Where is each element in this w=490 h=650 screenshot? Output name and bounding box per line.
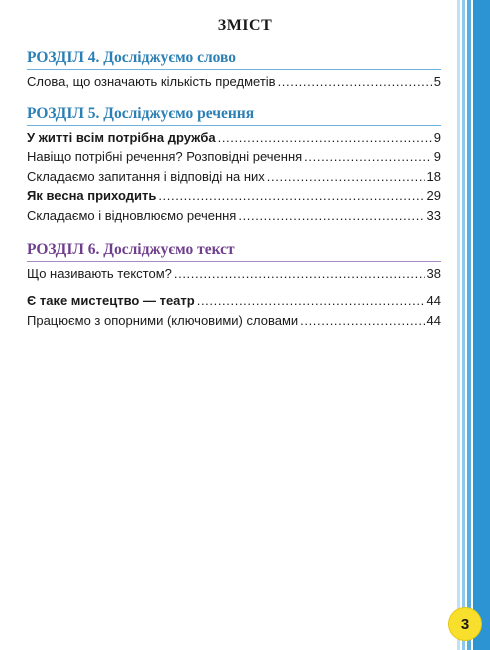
dot-leader [304, 147, 432, 166]
toc-entry[interactable] [27, 147, 441, 167]
toc-entry[interactable] [27, 186, 441, 206]
toc-entry[interactable] [27, 72, 441, 92]
dot-leader [278, 72, 432, 91]
toc-entry[interactable] [27, 311, 441, 331]
section-5 [27, 104, 441, 226]
decorative-side-stripes [457, 0, 490, 650]
dot-leader [300, 311, 424, 330]
toc-entry-page: 29 [426, 188, 441, 204]
table-of-contents [27, 48, 441, 340]
toc-entry-page: 5 [433, 74, 441, 89]
section-heading: РОЗДІЛ 6. Досліджуємо текст [27, 240, 235, 258]
dot-leader [158, 186, 424, 205]
toc-entry-title: Є таке мистецтво — театр [27, 293, 195, 309]
toc-entry-page: 44 [426, 312, 441, 328]
section-4 [27, 48, 441, 92]
toc-entry[interactable] [27, 167, 441, 187]
section-heading: РОЗДІЛ 4. Досліджуємо слово [27, 49, 237, 66]
toc-entry-title: Складаємо запитання і відповіді на них [27, 168, 265, 184]
toc-entry[interactable] [27, 264, 441, 284]
dot-leader [197, 291, 425, 310]
section-heading: РОЗДІЛ 5. Досліджуємо речення [27, 104, 255, 122]
toc-entry-title: У житті всім потрібна дружба [27, 129, 216, 145]
toc-entry-page: 33 [426, 207, 441, 223]
toc-entry-title: Складаємо і відновлюємо речення [27, 207, 237, 223]
toc-entry-title: Навіщо потрібні речення? Розповідні речення [27, 149, 303, 165]
toc-entry[interactable] [27, 291, 441, 311]
page-title: ЗМІСТ [217, 17, 273, 34]
toc-entry-page: 38 [426, 265, 441, 281]
dot-leader [174, 264, 425, 283]
section-entries [27, 72, 441, 92]
toc-entry-page: 9 [433, 149, 441, 165]
toc-entry-title: Що називають текстом? [27, 265, 172, 281]
section-heading-rule [27, 69, 441, 70]
toc-entry-title: Слова, що означають кількість предметів [27, 74, 276, 89]
dot-leader [238, 206, 424, 225]
section-heading-rule [27, 261, 441, 262]
section-heading-rule [27, 125, 441, 126]
toc-entry[interactable] [27, 128, 441, 148]
toc-entry[interactable] [27, 206, 441, 226]
dot-leader [267, 167, 425, 186]
dot-leader [218, 128, 432, 147]
toc-entry-title: Як весна приходить [27, 188, 157, 204]
page-number-badge: 3 [449, 608, 481, 640]
section-entries [27, 264, 441, 331]
toc-entry-page: 9 [433, 129, 441, 145]
section-entries [27, 128, 441, 226]
toc-entry-title: Працюємо з опорними (ключовими) словами [27, 312, 299, 328]
section-6 [27, 240, 441, 331]
toc-entry-page: 18 [426, 168, 441, 184]
toc-entry-page: 44 [426, 293, 441, 309]
